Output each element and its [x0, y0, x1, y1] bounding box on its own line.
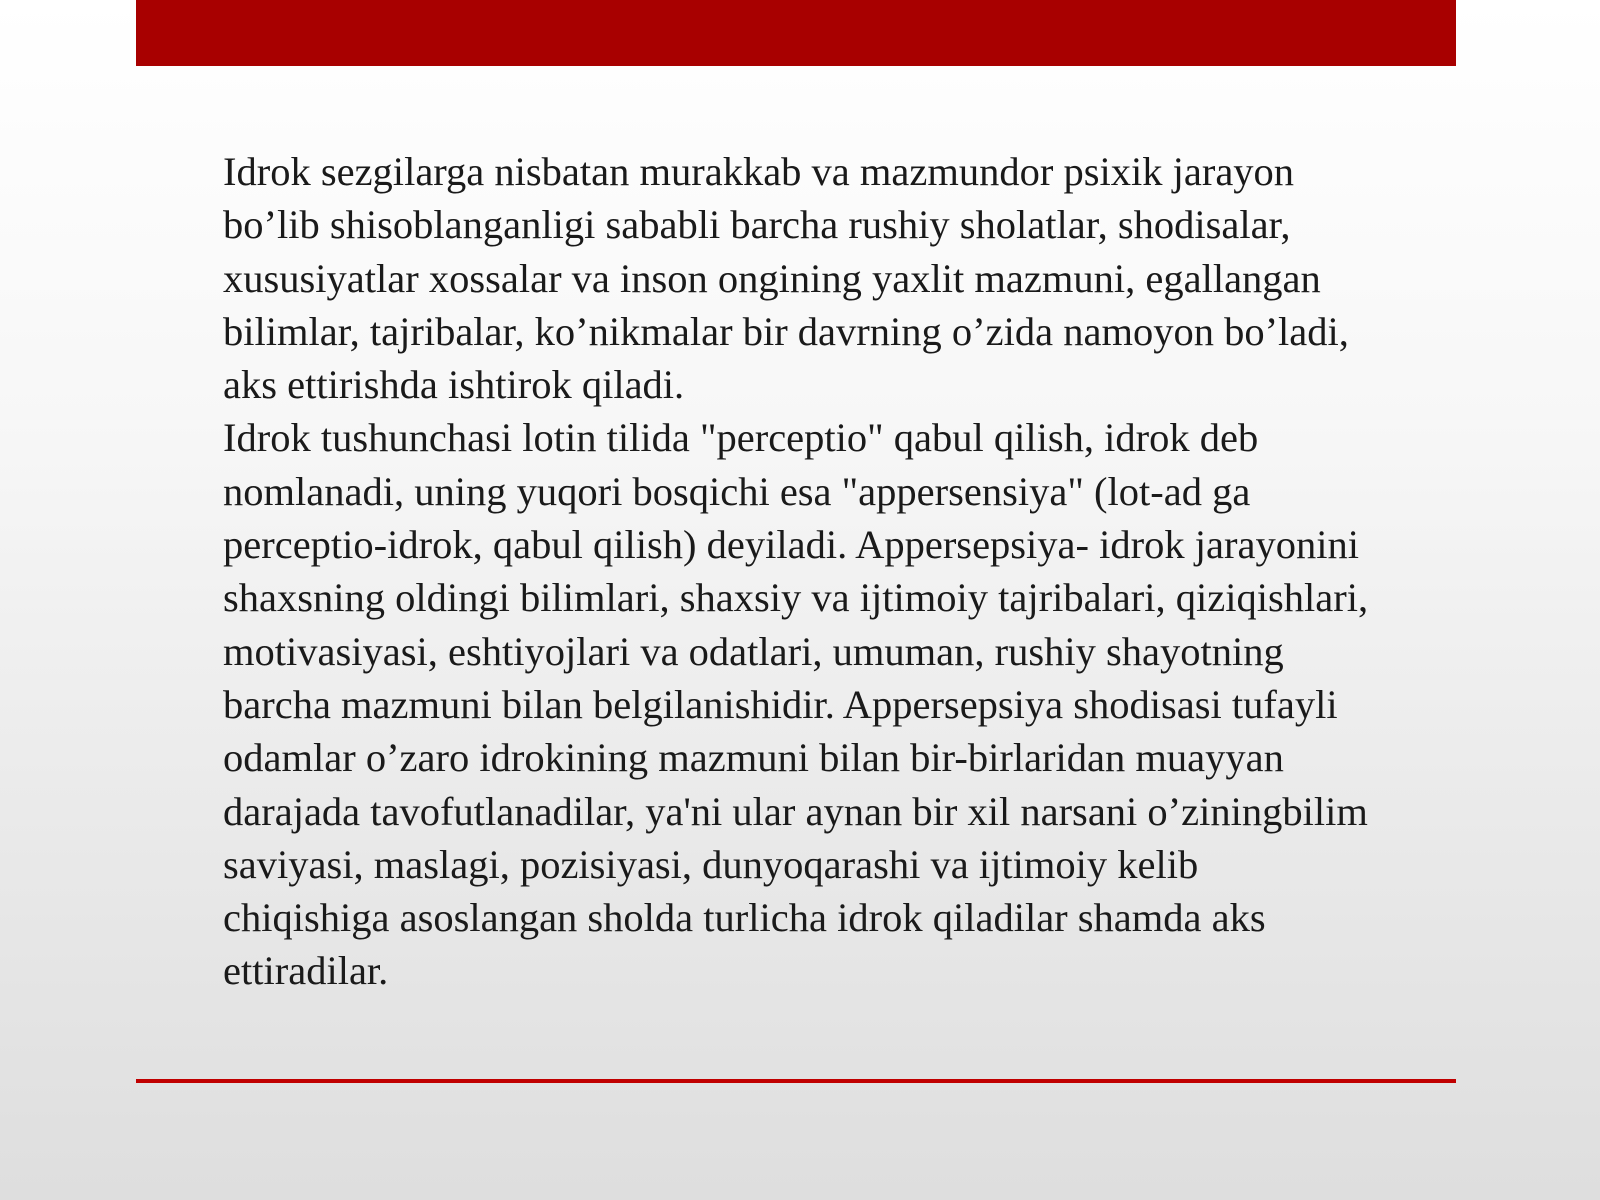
text-line: nomlanadi, uning yuqori bosqichi esa "appersensiya" (lot-ad ga: [223, 468, 1251, 514]
text-line: bo’lib shisoblanganligi sababli barcha rushiy sholatlar, shodisalar,: [223, 202, 1291, 248]
text-line: Idrok tushunchasi lotin tilida "perceptio" qabul qilish, idrok deb: [223, 415, 1259, 461]
paragraph-appersepsiya: [223, 411, 1483, 997]
top-accent-bar: [136, 0, 1456, 66]
text-line: xususiyatlar xossalar va inson ongining yaxlit mazmuni, egallangan: [223, 255, 1321, 301]
text-line: darajada tavofutlanadilar, ya'ni ular aynan bir xil narsani o’ziningbilim: [223, 788, 1368, 834]
text-line: perceptio-idrok, qabul qilish) deyiladi. Appersepsiya- idrok jarayonini: [223, 522, 1359, 568]
text-line: motivasiyasi, eshtiyojlari va odatlari, umuman, rushiy shayotning: [223, 628, 1284, 674]
slide-body-text: [223, 145, 1483, 998]
text-line: saviyasi, maslagi, pozisiyasi, dunyoqarashi va ijtimoiy kelib: [223, 841, 1199, 887]
text-line: ettiradilar.: [223, 948, 389, 994]
text-line: bilimlar, tajribalar, ko’nikmalar bir davrning o’zida namoyon bo’ladi,: [223, 308, 1349, 354]
text-line: barcha mazmuni bilan belgilanishidir. Appersepsiya shodisasi tufayli: [223, 681, 1338, 727]
text-line: Idrok sezgilarga nisbatan murakkab va mazmundor psixik jarayon: [223, 149, 1295, 194]
text-line: shaxsning oldingi bilimlari, shaxsiy va ijtimoiy tajribalari, qiziqishlari,: [223, 575, 1369, 621]
bottom-divider-line: [136, 1079, 1456, 1083]
paragraph-idrok-definition: [223, 145, 1483, 411]
text-line: aks ettirishda ishtirok qiladi.: [223, 362, 685, 408]
text-line: odamlar o’zaro idrokining mazmuni bilan bir-birlaridan muayyan: [223, 735, 1284, 781]
text-line: chiqishiga asoslangan sholda turlicha idrok qiladilar shamda aks: [223, 895, 1266, 941]
